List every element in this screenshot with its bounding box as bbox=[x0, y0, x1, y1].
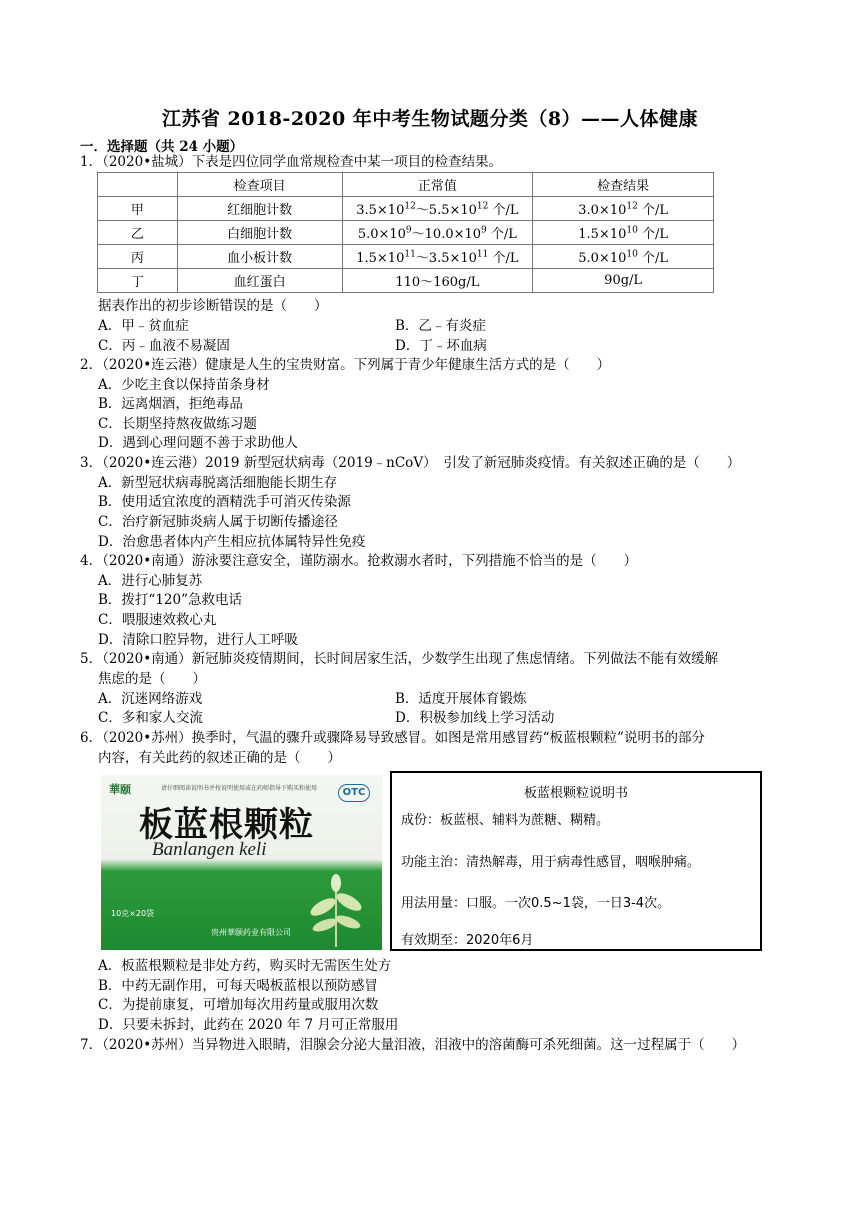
table-row bbox=[98, 269, 714, 293]
brand-logo: 華颐 bbox=[109, 783, 131, 796]
q3-option-b[interactable]: B．使用适宜浓度的酒精洗手可消灭传染源 bbox=[98, 494, 351, 510]
q6-option-d[interactable]: D．只要未拆封，此药在 2020 年 7 月可正常服用 bbox=[98, 1017, 399, 1033]
package-english-name: Banlangen keli bbox=[152, 839, 267, 860]
leaflet-indications: 功能主治：清热解毒，用于病毒性感冒，咽喉肿痛。 bbox=[401, 855, 701, 870]
normal-value: $3.5\times 10^{12}\sim 5.5\times 10^{12}$ 个/L bbox=[342, 197, 533, 221]
table-row bbox=[98, 245, 714, 269]
herb-plant-icon bbox=[301, 867, 371, 947]
table-row bbox=[98, 221, 714, 245]
leaflet-ingredients: 成份：板蓝根、辅料为蔗糖、糊精。 bbox=[401, 813, 610, 828]
q2-option-d[interactable]: D．遇到心理问题不善于求助他人 bbox=[98, 435, 298, 451]
q4-stem: 4．（2020•南通）游泳要注意安全，谨防溺水。抢救溺水者时，下列措施不恰当的是（ ） bbox=[80, 553, 638, 569]
q4-option-b[interactable]: B．拨打“120”急救电话 bbox=[98, 592, 242, 608]
q1-option-d[interactable]: D．丁﹣坏血病 bbox=[395, 338, 487, 354]
q2-option-c[interactable]: C．长期坚持熬夜做练习题 bbox=[98, 416, 257, 432]
student-name: 丁 bbox=[98, 269, 178, 293]
table-header-cell: 正常值 bbox=[342, 173, 533, 197]
q3-option-d[interactable]: D．治愈患者体内产生相应抗体属特异性免疫 bbox=[98, 534, 366, 550]
q6-stem: 6．（2020•苏州）换季时，气温的骤升或骤降易导致感冒。如图是常用感冒药“板蓝根颗粒”说明书的部分 bbox=[80, 730, 705, 746]
package-spec: 10克×20袋 bbox=[111, 909, 155, 918]
q1-option-c[interactable]: C．丙﹣血液不易凝固 bbox=[98, 338, 230, 354]
test-item: 血小板计数 bbox=[177, 245, 342, 269]
student-name: 甲 bbox=[98, 197, 178, 221]
normal-value: $5.0\times 10^9\sim 10.0\times 10^9$ 个/L bbox=[342, 221, 533, 245]
q2-option-a[interactable]: A．少吃主食以保持苗条身材 bbox=[98, 377, 270, 393]
medicine-leaflet bbox=[390, 771, 762, 951]
q1-option-b[interactable]: B．乙﹣有炎症 bbox=[395, 318, 486, 334]
test-item: 白细胞计数 bbox=[177, 221, 342, 245]
table-header-cell bbox=[98, 173, 178, 197]
blood-test-table bbox=[97, 172, 714, 293]
q6-option-a[interactable]: A．板蓝根颗粒是非处方药，购买时无需医生处方 bbox=[98, 958, 392, 974]
q1-option-a[interactable]: A．甲﹣贫血症 bbox=[98, 318, 189, 334]
table-header-cell: 检查项目 bbox=[177, 173, 342, 197]
q1-question: 据表作出的初步诊断错误的是（ ） bbox=[98, 298, 328, 314]
student-name: 丙 bbox=[98, 245, 178, 269]
otc-badge: OTC bbox=[338, 784, 370, 802]
q4-option-c[interactable]: C．喂服速效救心丸 bbox=[98, 612, 217, 628]
q2-stem: 2．（2020•连云港）健康是人生的宝贵财富。下列属于青少年健康生活方式的是（ ） bbox=[80, 357, 611, 373]
q4-option-a[interactable]: A．进行心肺复苏 bbox=[98, 573, 203, 589]
q5-option-d[interactable]: D．积极参加线上学习活动 bbox=[395, 710, 555, 726]
table-header-row bbox=[98, 173, 714, 197]
leaflet-dosage: 用法用量：口服。一次0.5~1袋，一日3-4次。 bbox=[401, 896, 671, 911]
q5-stem-continued: 焦虑的是（ ） bbox=[98, 671, 206, 687]
normal-value: 110～160g/L bbox=[342, 269, 533, 293]
q5-stem: 5．（2020•南通）新冠肺炎疫情期间，长时间居家生活，少数学生出现了焦虑情绪。下列做法不能有效缓解 bbox=[80, 651, 719, 667]
test-result: 90g/L bbox=[533, 269, 714, 293]
q3-stem: 3．（2020•连云港）2019 新型冠状病毒（2019﹣nCoV） 引发了新冠肺炎疫情。有关叙述正确的是（ ） bbox=[80, 455, 741, 471]
q6-option-c[interactable]: C．为提前康复，可增加每次用药量或服用次数 bbox=[98, 997, 379, 1013]
q7-stem: 7．（2020•苏州）当异物进入眼睛，泪腺会分泌大量泪液，泪液中的溶菌酶可杀死细菌。这一过程属于（ ） bbox=[80, 1037, 746, 1053]
q4-option-d[interactable]: D．清除口腔异物，进行人工呼吸 bbox=[98, 632, 298, 648]
q5-option-a[interactable]: A．沉迷网络游戏 bbox=[98, 691, 203, 707]
q5-option-b[interactable]: B．适度开展体育锻炼 bbox=[395, 691, 527, 707]
package-chinese-name: 板蓝根颗粒 bbox=[139, 805, 314, 845]
page-title: 江苏省 2018-2020 年中考生物试题分类（8）——人体健康 bbox=[161, 108, 699, 130]
section-heading: 一．选择题（共 24 小题） bbox=[80, 139, 244, 155]
test-item: 血红蛋白 bbox=[177, 269, 342, 293]
package-notice: 请仔细阅读说明书并按说明使用或在药师指导下购买和使用 bbox=[161, 785, 318, 792]
q3-option-a[interactable]: A．新型冠状病毒脱离活细胞能长期生存 bbox=[98, 475, 338, 491]
normal-value: $1.5\times 10^{11}\sim 3.5\times 10^{11}$ 个/L bbox=[342, 245, 533, 269]
medicine-package-image bbox=[101, 775, 382, 950]
table-row bbox=[98, 197, 714, 221]
q2-option-b[interactable]: B．远离烟酒，拒绝毒品 bbox=[98, 396, 243, 412]
test-result: $5.0\times 10^{10}$ 个/L bbox=[533, 245, 714, 269]
q6-stem-continued: 内容，有关此药的叙述正确的是（ ） bbox=[98, 750, 341, 766]
leaflet-title: 板蓝根颗粒说明书 bbox=[523, 786, 628, 801]
leaflet-expiry: 有效期至：2020年6月 bbox=[401, 933, 534, 948]
student-name: 乙 bbox=[98, 221, 178, 245]
test-result: $3.0\times 10^{12}$ 个/L bbox=[533, 197, 714, 221]
q5-option-c[interactable]: C．多和家人交流 bbox=[98, 710, 203, 726]
q3-option-c[interactable]: C．治疗新冠肺炎病人属于切断传播途径 bbox=[98, 514, 338, 530]
test-result: $1.5\times 10^{10}$ 个/L bbox=[533, 221, 714, 245]
package-manufacturer: 贵州華颐药业有限公司 bbox=[211, 928, 291, 937]
q6-option-b[interactable]: B．中药无副作用，可每天喝板蓝根以预防感冒 bbox=[98, 978, 378, 994]
q1-stem: 1．（2020•盐城）下表是四位同学血常规检查中某一项目的检查结果。 bbox=[80, 154, 503, 170]
test-item: 红细胞计数 bbox=[177, 197, 342, 221]
table-header-cell: 检查结果 bbox=[533, 173, 714, 197]
